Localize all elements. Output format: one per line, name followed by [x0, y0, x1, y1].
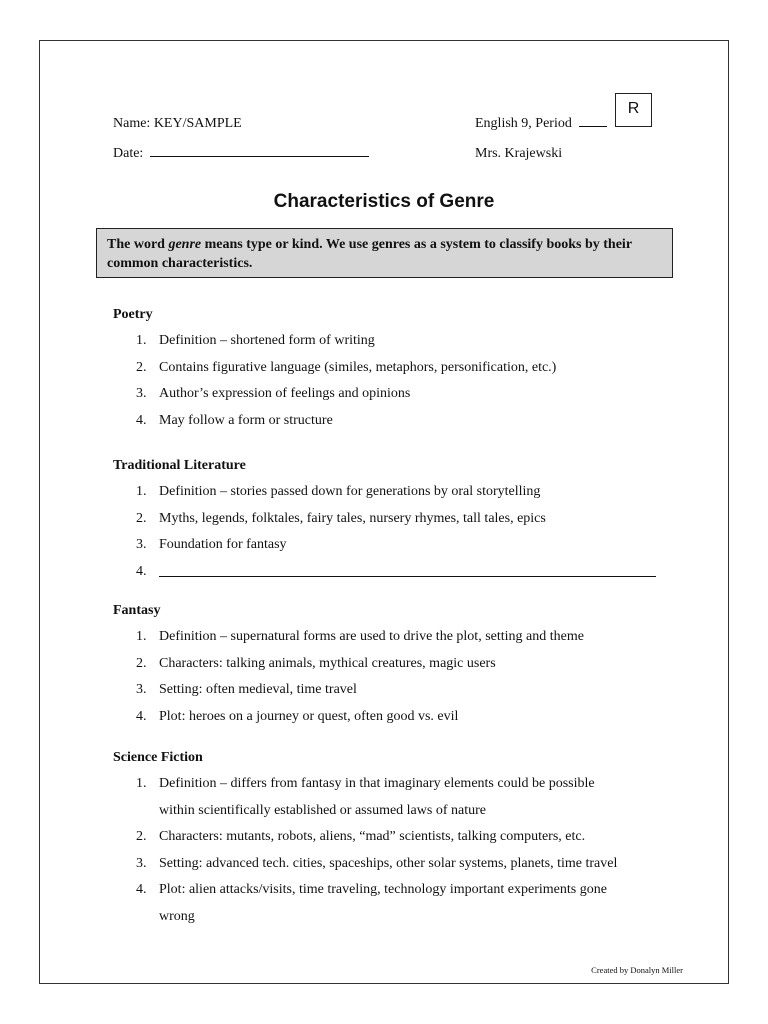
date-blank-line — [150, 156, 369, 157]
teacher-name: Mrs. Krajewski — [475, 146, 563, 161]
list-item — [113, 355, 673, 382]
item-text: May follow a form or structure — [159, 412, 333, 428]
section-title: Science Fiction — [113, 750, 203, 765]
list-item — [113, 408, 673, 435]
period-box: R — [615, 93, 652, 127]
callout-text-post: means type or kind. We use genres as a system to classify books by their common characteristics. — [107, 237, 632, 271]
footer-credit: Created by Donalyn Miller — [591, 965, 683, 975]
item-list — [113, 624, 673, 730]
item-number: 4. — [136, 412, 147, 428]
list-item — [113, 651, 673, 678]
date-field — [113, 146, 369, 162]
item-number: 1. — [136, 333, 147, 348]
item-number: 2. — [136, 359, 147, 375]
item-number: 1. — [136, 776, 147, 791]
item-number: 3. — [136, 537, 147, 552]
section-traditional-literature — [113, 456, 673, 587]
class-field — [475, 116, 607, 132]
callout-emphasis: genre — [168, 237, 202, 252]
list-item — [113, 532, 673, 559]
list-item — [113, 479, 673, 506]
list-item — [113, 624, 673, 651]
item-number: 2. — [136, 510, 147, 526]
item-text: Definition – supernatural forms are used to drive the plot, setting and theme — [159, 629, 584, 644]
date-label: Date: — [113, 146, 144, 161]
item-text: Author’s expression of feelings and opinions — [159, 386, 411, 401]
list-item — [113, 328, 673, 355]
list-item — [113, 771, 613, 824]
item-text: Characters: mutants, robots, aliens, “mad” scientists, talking computers, etc. — [159, 829, 586, 844]
name-label: Name: KEY/SAMPLE — [113, 116, 242, 131]
list-item — [113, 506, 673, 533]
name-field — [113, 116, 242, 132]
section-science-fiction — [113, 748, 673, 930]
item-number: 1. — [136, 484, 147, 499]
item-number: 3. — [136, 855, 147, 871]
page-title: Characteristics of Genre — [273, 191, 495, 212]
item-list — [113, 771, 618, 930]
item-text: Foundation for fantasy — [159, 537, 287, 552]
item-number: 3. — [136, 682, 147, 697]
list-item — [113, 381, 673, 408]
callout-text-pre: The word — [107, 237, 169, 252]
section-title: Poetry — [113, 307, 153, 322]
item-number: 4. — [136, 708, 147, 724]
item-text: Characters: talking animals, mythical creatures, magic users — [159, 655, 496, 671]
item-list — [113, 479, 673, 587]
item-text: Setting: often medieval, time travel — [159, 682, 357, 697]
list-item — [113, 704, 673, 731]
list-item — [113, 559, 673, 588]
item-text: Plot: alien attacks/visits, time traveling, technology important experiments gone wrong — [159, 882, 607, 924]
item-number: 3. — [136, 386, 147, 401]
list-item — [113, 851, 719, 878]
item-number: 2. — [136, 655, 147, 671]
section-fantasy — [113, 601, 673, 730]
item-text: Definition – differs from fantasy in that imaginary elements could be possible within scientifically established or assumed laws of nature — [159, 776, 595, 818]
item-text: Contains figurative language (similes, metaphors, personification, etc.) — [159, 359, 557, 375]
definition-callout — [96, 228, 673, 278]
item-list — [113, 328, 673, 434]
item-number: 4. — [136, 882, 147, 897]
item-number: 1. — [136, 629, 147, 644]
list-item — [113, 824, 719, 851]
item-text: Definition – shortened form of writing — [159, 333, 375, 348]
class-label: English 9, Period — [475, 116, 572, 131]
answer-blank-line[interactable] — [159, 559, 656, 577]
item-text: Setting: advanced tech. cities, spaceships, other solar systems, planets, time travel — [159, 855, 618, 871]
list-item — [113, 677, 673, 704]
item-text: Myths, legends, folktales, fairy tales, nursery rhymes, tall tales, epics — [159, 510, 546, 526]
section-poetry — [113, 305, 673, 434]
item-text: Plot: heroes on a journey or quest, often good vs. evil — [159, 708, 459, 724]
period-blank-line — [579, 126, 607, 127]
list-item — [113, 877, 613, 930]
item-number: 2. — [136, 829, 147, 844]
item-text: Definition – stories passed down for generations by oral storytelling — [159, 484, 541, 499]
section-title: Fantasy — [113, 603, 161, 618]
section-title: Traditional Literature — [113, 458, 246, 473]
item-number: 4. — [136, 563, 147, 579]
